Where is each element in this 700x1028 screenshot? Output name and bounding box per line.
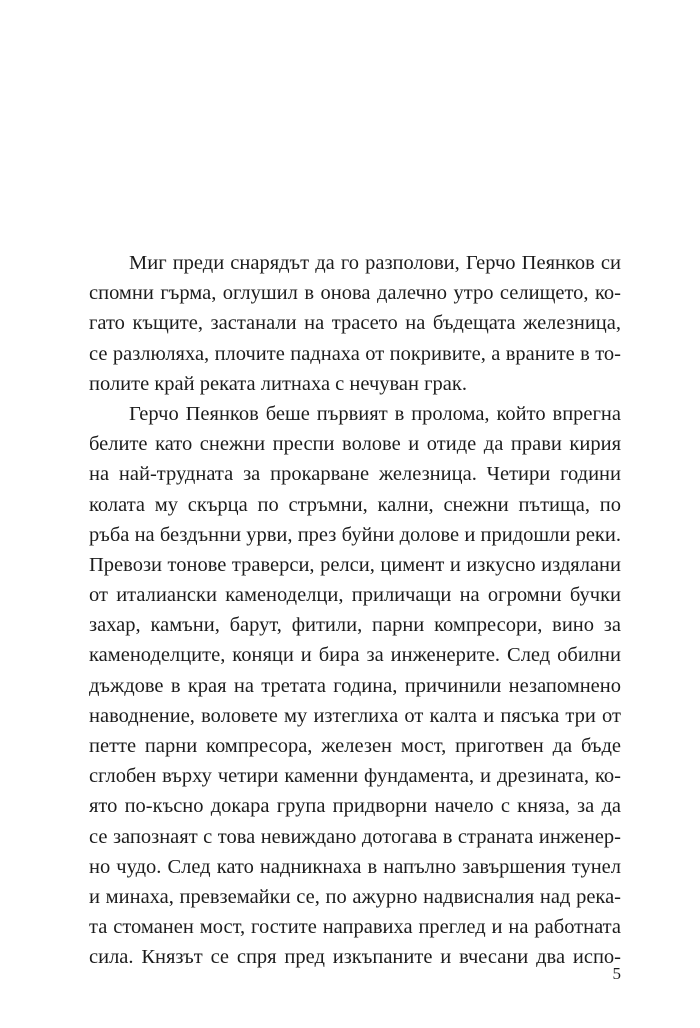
text-line: дъждове в края на третата година, причинили незапомнено (89, 674, 621, 697)
text-line: гато къщите, застанали на трасето на бъдещата железница, (89, 312, 621, 335)
page-number: 5 (612, 964, 621, 983)
text-line: но чудо. След като надникнаха в напълно завършения тунел (89, 855, 621, 878)
text-line: Герчо Пеянков беше първият в пролома, който впрегна (129, 402, 621, 425)
text-line: от италиански каменоделци, приличащи на огромни бучки (89, 584, 621, 607)
text-line: наводнение, воловете му изтеглиха от калта и пясъка три от (89, 704, 621, 727)
text-line: се разлюляха, плочите паднаха от покривите, а враните в то- (89, 342, 621, 365)
paragraph-2 (89, 399, 621, 973)
text-line: Превози тонове траверси, релси, цимент и изкусно издялани (89, 553, 621, 576)
text-line: та стоманен мост, гостите направиха преглед и на работната (89, 916, 621, 939)
text-line: ято по-късно докара група придворни начело с княза, за да (89, 795, 621, 818)
text-line: белите като снежни преспи волове и отиде да прави кирия (89, 433, 621, 456)
paragraph-1 (89, 248, 621, 399)
text-line: сила. Князът се спря пред изкъпаните и вчесани два испо- (89, 946, 621, 969)
text-line: на най-трудната за прокарване железница. Четири години (89, 463, 621, 486)
text-line: захар, камъни, барут, фитили, парни компресори, вино за (89, 614, 621, 637)
text-line: петте парни компресора, железен мост, приготвен да бъде (89, 735, 621, 757)
body-text (89, 248, 621, 973)
text-line: каменоделците, коняци и бира за инженерите. След обилни (89, 644, 621, 667)
text-line: колата му скърца по стръмни, кални, снежни пътища, по (89, 493, 621, 516)
text-line: и минаха, превземайки се, по ажурно надвисналия над река- (89, 885, 621, 908)
text-line: полите край реката литнаха с нечуван грак. (89, 372, 467, 395)
text-line: спомни гърма, оглушил в онова далечно утро селището, ко- (89, 282, 621, 305)
text-line: сглобен върху четири каменни фундамента, и дрезината, ко- (89, 765, 621, 788)
text-line: ръба на бездънни урви, през буйни долове и придошли реки. (89, 523, 621, 546)
text-line: Миг преди снарядът да го разполови, Герчо Пеянков си (129, 252, 621, 274)
text-line: се запознаят с това невиждано дотогава в страната инженер- (89, 825, 621, 848)
